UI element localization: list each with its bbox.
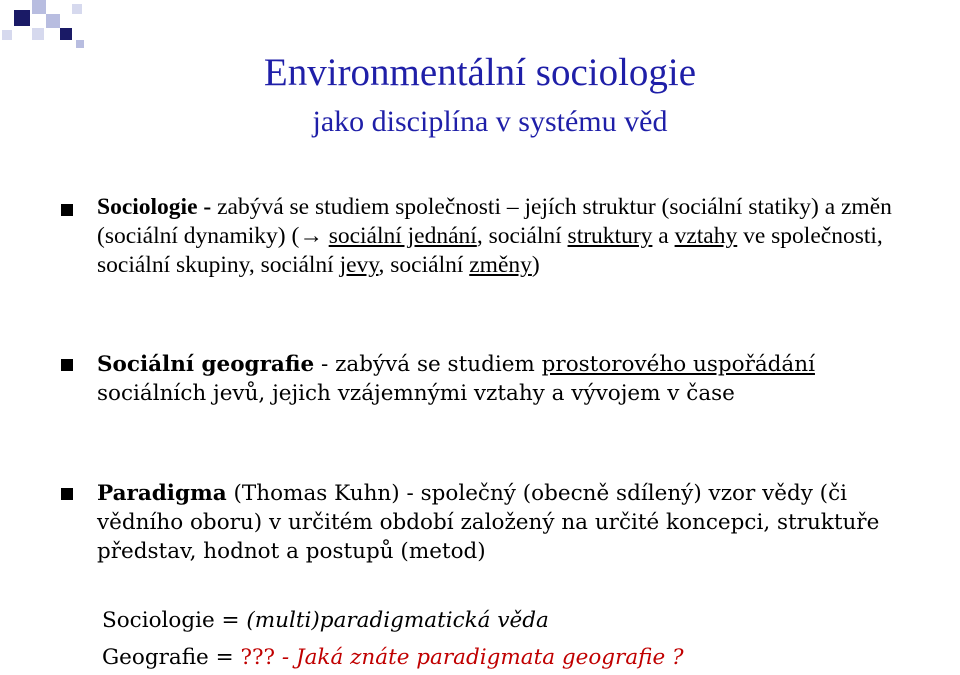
sociologie-paradigm-line	[102, 606, 549, 635]
underlined-term: struktury	[567, 223, 653, 249]
bullet-text: zabývá se studiem společnosti – jejích struktur (sociální statiky) a změn (sociální dynamiky) (	[97, 194, 892, 249]
bullet-square-icon	[61, 204, 73, 216]
underlined-term: změny	[469, 252, 532, 278]
arrow-icon: →	[299, 223, 323, 249]
corner-square-light	[32, 0, 46, 14]
corner-square-dark	[14, 10, 30, 26]
corner-square-light	[46, 14, 60, 28]
underlined-term: sociální jednání	[328, 223, 477, 249]
bullet-term: Sociální geografie	[97, 352, 315, 377]
bullet-term: Paradigma	[97, 481, 227, 506]
bullet-sociologie: Sociologie - zabývá se studiem společnosti – jejích struktur (sociální statiky) a změn (sociální dynamiky) (→ sociální jednání, sociální struktury a vztahy ve společnosti, sociální skupiny, sociální jevy, sociální změny)	[97, 193, 917, 280]
corner-square-light	[32, 28, 44, 40]
underlined-term: prostorového uspořádání	[541, 352, 815, 377]
bullet-text: - zabývá se studiem	[314, 352, 542, 377]
question-marks: ???	[240, 645, 276, 670]
slide-title	[0, 52, 960, 138]
geografie-question-line	[102, 643, 684, 672]
bullet-square-icon	[61, 488, 73, 500]
corner-square-light	[72, 4, 82, 14]
bullet-socialni-geografie: Sociální geografie - zabývá se studiem prostorového uspořádání sociálních jevů, jejich vzájemnými vztahy a vývojem v čase	[97, 350, 917, 408]
corner-decoration	[0, 0, 120, 60]
bullet-square-icon	[61, 359, 73, 371]
line-prefix: Geografie =	[102, 645, 241, 670]
underlined-term: vztahy	[674, 223, 738, 249]
line-prefix: Sociologie =	[102, 608, 247, 633]
corner-square-light	[76, 40, 84, 48]
bullet-term: Sociologie -	[97, 194, 212, 220]
question-text: - Jaká znáte paradigmata geografie ?	[275, 645, 684, 670]
bullet-paradigma	[97, 479, 917, 566]
corner-square-light	[2, 30, 12, 40]
bullet-text: (Thomas Kuhn) - společný (obecně sdílený) vzor vědy (či vědního oboru) v určitém období založený na určité koncepci, struktuře představ, hodnot a postupů (metod)	[97, 481, 880, 564]
subtitle-text: jako disciplína v systému věd	[312, 104, 668, 138]
line-italic: (multi)paradigmatická věda	[246, 608, 549, 633]
underlined-term: jevy	[339, 252, 379, 278]
title-text: Environmentální sociologie	[263, 51, 697, 94]
corner-square-dark	[60, 28, 72, 40]
